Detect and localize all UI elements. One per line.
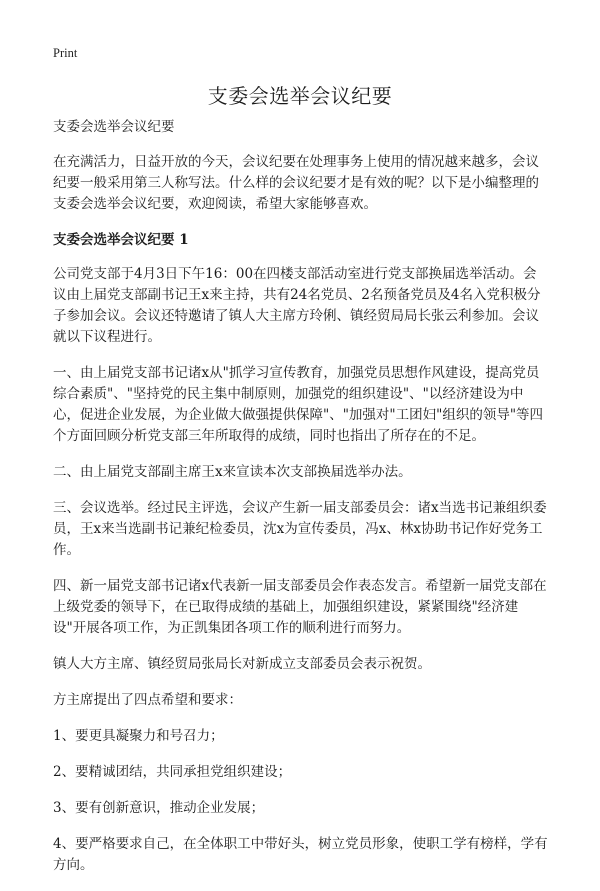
page-title: 支委会选举会议纪要 <box>207 84 393 108</box>
section-heading: 支委会选举会议纪要 1 <box>53 232 189 248</box>
body-paragraph: 一、由上届党支部书记诸x从"抓学习宣传教育，加强党员思想作风建设，提高党员综合素质"、"坚持党的民主集中制原则，加强党的组织建设"、"以经济建设为中心，促进企业发展，为企业做大做强提供保障"、"加强对"工团妇"组织的领导"等四个方面回顾分析党支部三年所取得的成绩，同时也指出了所存在的不足。 <box>53 365 544 444</box>
list-item: 1、要更具凝聚力和号召力； <box>53 728 224 744</box>
document-body <box>53 117 550 891</box>
body-paragraph: 方主席提出了四点希望和要求： <box>53 692 242 708</box>
document-subtitle: 支委会选举会议纪要 <box>53 119 175 135</box>
body-paragraph: 公司党支部于4月3日下午16：00在四楼支部活动室进行党支部换届选举活动。会议由上届党支部副书记王x来主持，共有24名党员、2名预备党员及4名入党积极分子参加会议。会议还特邀请了镇人大主席方玲俐、镇经贸局局长张云利参加。会议就以下议程进行。 <box>53 266 541 345</box>
body-paragraph: 二、由上届党支部副主席王x来宣读本次支部换届选举办法。 <box>53 464 412 480</box>
intro-paragraph: 在充满活力，日益开放的今天，会议纪要在处理事务上使用的情况越来越多，会议纪要一般采用第三人称写法。什么样的会议纪要才是有效的呢？以下是小编整理的支委会选举会议纪要，欢迎阅读，希望大家能够喜欢。 <box>53 154 539 212</box>
list-item: 2、要精诚团结，共同承担党组织建设； <box>53 764 292 780</box>
print-link[interactable]: Print <box>53 46 78 60</box>
list-item: 3、要有创新意识，推动企业发展； <box>53 800 265 816</box>
body-paragraph: 镇人大方主席、镇经贸局张局长对新成立支部委员会表示祝贺。 <box>53 656 431 672</box>
body-paragraph: 四、新一届党支部书记诸x代表新一届支部委员会作表态发言。希望新一届党支部在上级党委的领导下，在已取得成绩的基础上，加强组织建设，紧紧围绕"经济建设"开展各项工作，为正凯集团各项工作的顺利进行而努力。 <box>53 578 547 636</box>
body-paragraph: 三、会议选举。经过民主评选，会议产生新一届支部委员会：诸x当选书记兼组织委员，王x来当选副书记兼纪检委员，沈x为宣传委员，冯x、林x协助书记作好党务工作。 <box>53 500 547 558</box>
list-item: 4、要严格要求自己，在全体职工中带好头，树立党员形象，使职工学有榜样，学有方向。 <box>53 836 548 873</box>
